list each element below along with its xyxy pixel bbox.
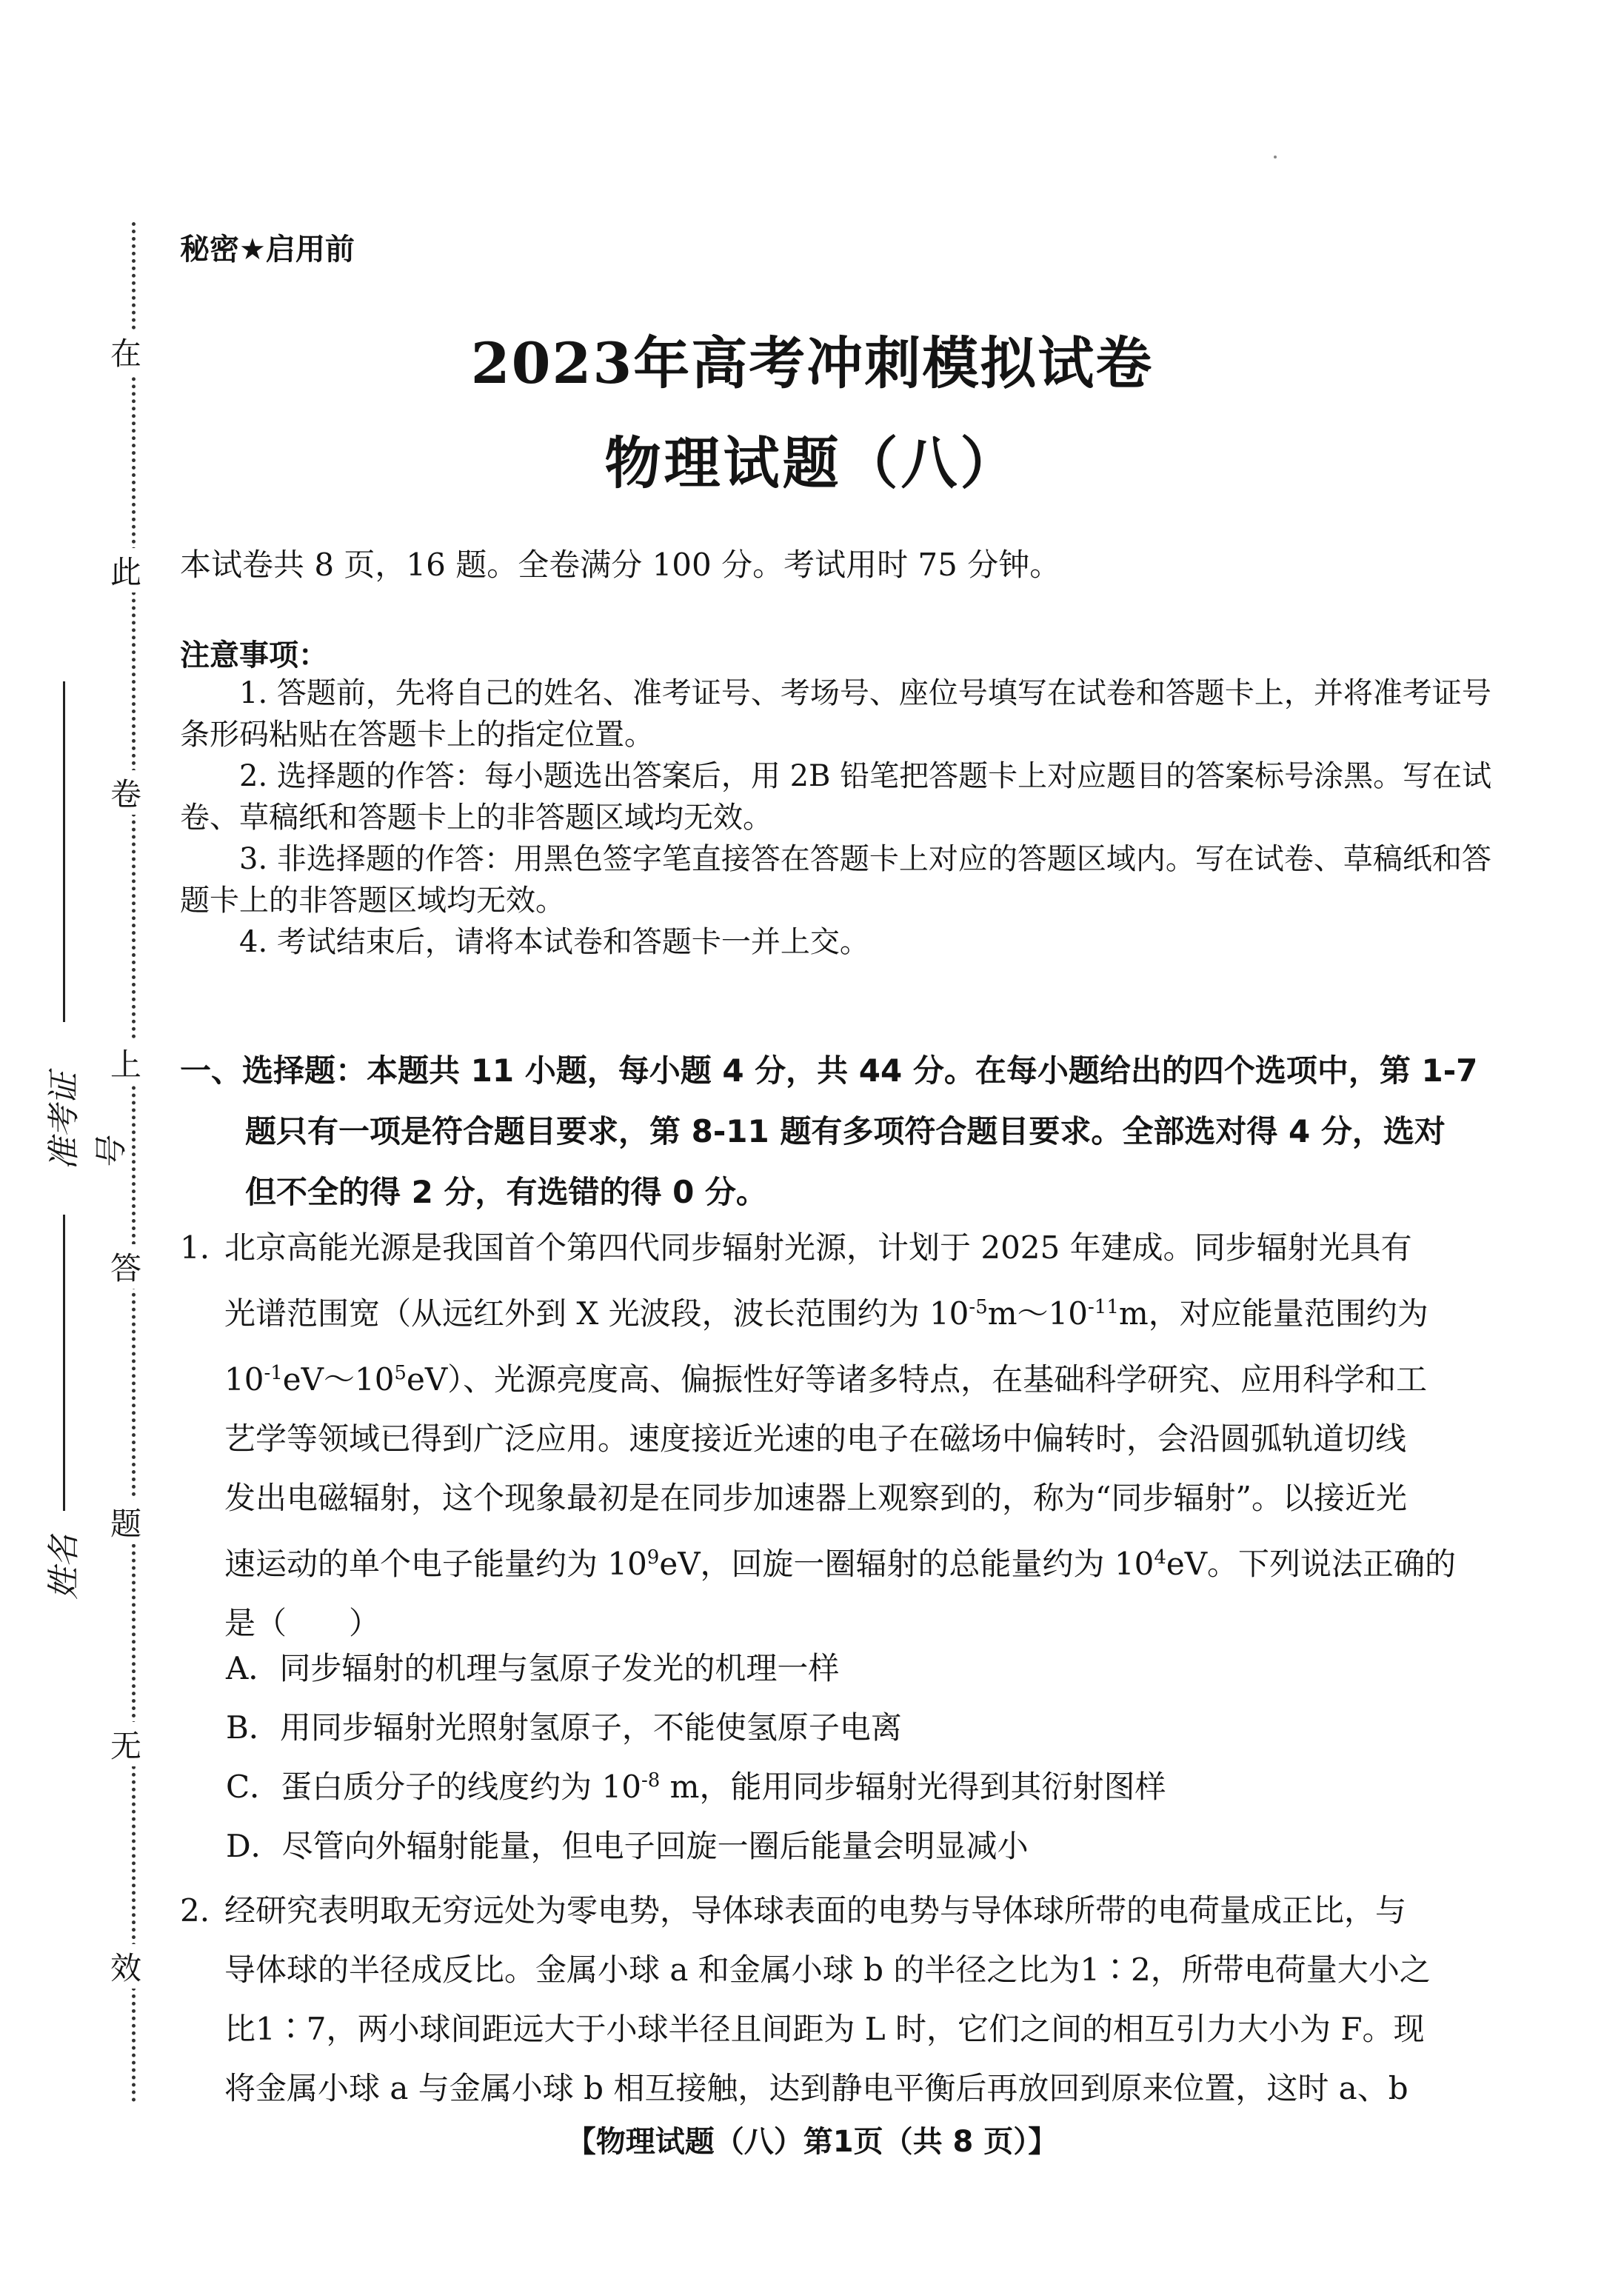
binding-char: 上	[104, 1041, 148, 1085]
option-c: C．蛋白质分子的线度约为 $10^{-8}$ m，能用同步辐射光得到其衍射图样	[226, 1769, 1166, 1805]
field-line-exam-number	[63, 681, 65, 1022]
notice-item: 1. 答题前，先将自己的姓名、准考证号、考场号、座位号填写在试卷和答题卡上，并将准考证号条形码粘贴在答题卡上的指定位置。	[180, 676, 1491, 752]
option-a: A．同步辐射的机理与氢原子发光的机理一样	[226, 1650, 840, 1686]
exam-intro: 本试卷共 8 页，16 题。全卷满分 100 分。考试用时 75 分钟。	[180, 547, 1061, 583]
question-number: 2.	[180, 1892, 210, 1929]
notice-title: 注意事项：	[180, 638, 328, 672]
binding-char: 无	[104, 1722, 148, 1766]
notice-item: 4. 考试结束后，请将本试卷和答题卡一并上交。	[239, 925, 869, 959]
field-line-name	[63, 1215, 65, 1511]
scan-speck	[1274, 156, 1277, 158]
notice-item: 2. 选择题的作答：每小题选出答案后，用 2B 铅笔把答题卡上对应题目的答案标号涂黑。写在试卷、草稿纸和答题卡上的非答题区域均无效。	[180, 759, 1492, 835]
section-heading-line: 但不全的得 2 分，有选错的得 0 分。	[245, 1174, 767, 1210]
name-field-label: 姓名	[45, 1535, 83, 1600]
option-d: D．尽管向外辐射能量，但电子回旋一圈后能量会明显减小	[226, 1828, 1029, 1864]
binding-char: 此	[104, 548, 148, 592]
binding-char: 答	[104, 1244, 148, 1289]
binding-char: 效	[104, 1944, 148, 1989]
option-b: B．用同步辐射光照射氢原子，不能使氢原子电离	[226, 1709, 902, 1746]
exam-title: 2023年高考冲刺模拟试卷	[470, 330, 1154, 396]
binding-dotted-line	[132, 222, 136, 2103]
confidential-label: 秘密★启用前	[180, 233, 355, 267]
section-heading-line: 题只有一项是符合题目要求，第 8-11 题有多项符合题目要求。全部选对得 4 分，选对	[245, 1113, 1446, 1149]
question-1-stem: 北京高能光源是我国首个第四代同步辐射光源，计划于 2025 年建成。同步辐射光具有 光谱范围宽（从远红外到 X 光波段，波长范围约为 $10^{-5}m\sim 10^{-11}m$，对应能量范围约为 $10^{-1}eV\sim 10^5eV$）、光源亮度高、偏振性好等诸多特点，在基础科学研究、应用科学和工 艺学等领域已得到广泛应用。速度接近光速的电子在磁场中偏转时，会沿圆弧轨道切线 发出电磁辐射，这个现象最初是在同步加速器上观察到的，称为“同步辐射”。以接近光 速运动的单个电子能量约为 $10^9eV$，回旋一圈辐射的总能量约为 $10^4eV$。下列说法正确的 是（ ）	[224, 1229, 1457, 1641]
page-footer: 【物理试题（八）第1页（共 8 页）】	[566, 2125, 1058, 2159]
question-number: 1.	[180, 1229, 210, 1266]
section-heading-line: 一、选择题：本题共 11 小题，每小题 4 分，共 44 分。在每小题给出的四个选项中，第 1-7	[180, 1052, 1478, 1089]
binding-char: 卷	[104, 770, 148, 815]
section-heading	[180, 1041, 1498, 1223]
exam-subtitle: 物理试题（八）	[604, 430, 1020, 496]
notice-list	[180, 672, 1498, 963]
question-2-stem: 经研究表明取无穷远处为零电势，导体球表面的电势与导体球所带的电荷量成正比，与 导体球的半径成反比。金属小球 a 和金属小球 b 的半径之比为1∶2，所带电荷量大小之 比1∶7，两小球间距远大于小球半径且间距为 L 时，它们之间的相互引力大小为 F。现 将金属小球 a 与金属小球 b 相互接触，达到静电平衡后再放回到原来位置，这时 a、b	[224, 1892, 1431, 2106]
question-2	[180, 1881, 1498, 2118]
notice-item: 3. 非选择题的作答：用黑色签字笔直接答在答题卡上对应的答题区域内。写在试卷、草稿纸和答题卡上的非答题区域均无效。	[180, 842, 1491, 918]
exam-number-field-label: 准考证号	[45, 1072, 130, 1170]
binding-char: 在	[104, 330, 148, 374]
binding-char: 题	[104, 1500, 148, 1544]
question-1	[180, 1218, 1498, 1653]
